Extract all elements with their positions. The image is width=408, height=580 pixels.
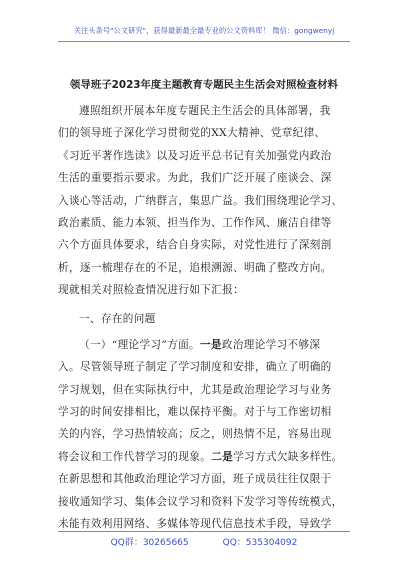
point-marker-1: 一是 <box>199 338 222 351</box>
body-line-with-point <box>58 446 350 468</box>
body-line: 关的内容，学习热情较高；反之，则热情不足，容易出现 <box>58 428 332 441</box>
body-line: 《习近平著作选读》以及习近平总书记有关加强党内政治 <box>58 149 332 162</box>
point-text-2: 学习方式欠缺多样性。 <box>233 450 343 463</box>
point-text-1: 政治理论学习不够深 <box>221 338 321 351</box>
body-line: 生活的重要指示要求。为此，我们广泛开展了座谈会、深 <box>58 172 332 185</box>
footer-qq-group: QQ群：30265665 <box>110 538 189 548</box>
body-line: 在新思想和其他政治理论学习方面，班子成员往往仅限于 <box>58 473 332 486</box>
document-body <box>58 100 350 535</box>
body-line: 政治素质、能力本领、担当作为、工作作风、廉洁自律等 <box>58 216 332 229</box>
body-line: 遵照组织开展本年度专题民主生活会的具体部署，我 <box>79 105 331 117</box>
body-line: 未能有效利用网络、多媒体等现代信息技术手段，导致学 <box>58 518 332 531</box>
body-line: 学习的时间安排相比，难以保持平衡。对于与工作密切相 <box>58 406 332 419</box>
point-lead-text: 将会议和工作代替学习的现象。 <box>58 450 212 463</box>
body-line: 现就相关对照检查情况进行如下汇报： <box>58 284 245 297</box>
subsection-prefix: （一）“理论学习”方面。 <box>79 338 200 351</box>
body-line: 六个方面具体要求，结合自身实际，对党性进行了深刻剖 <box>58 239 332 252</box>
body-line: 接收通知学习、集体会议学习和资料下发学习等传统模式， <box>58 495 343 508</box>
section-heading: 一、存在的问题 <box>79 312 156 325</box>
body-line: 入。尽管领导班子制定了学习制度和安排，确立了明确的 <box>58 361 332 374</box>
footer-divider <box>58 531 350 532</box>
point-marker-2: 二是 <box>211 450 234 463</box>
body-line: 学习规划，但在实际执行中，尤其是政治理论学习与业务 <box>58 383 332 396</box>
footer-qq: QQ：535304092 <box>222 538 298 548</box>
document-title: 领导班子2023年度主题教育专题民主生活会对照检查材料 <box>70 79 338 91</box>
body-line: 们的领导班子深化学习贯彻党的XX大精神、党章纪律、 <box>58 127 326 140</box>
header-divider <box>58 41 350 42</box>
header-banner: 关注头条号"公文研究"，获得最新最全最专业的公文资料库！ 微信：gongwenyj <box>73 26 335 35</box>
body-line: 析，逐一梳理存在的不足，追根溯源、明确了整改方向。 <box>58 261 332 274</box>
body-line: 入谈心等活动，广纳群言，集思广益。我们围绕理论学习、 <box>58 194 343 207</box>
subsection-heading-line <box>58 334 350 356</box>
footer-contacts <box>0 535 408 548</box>
